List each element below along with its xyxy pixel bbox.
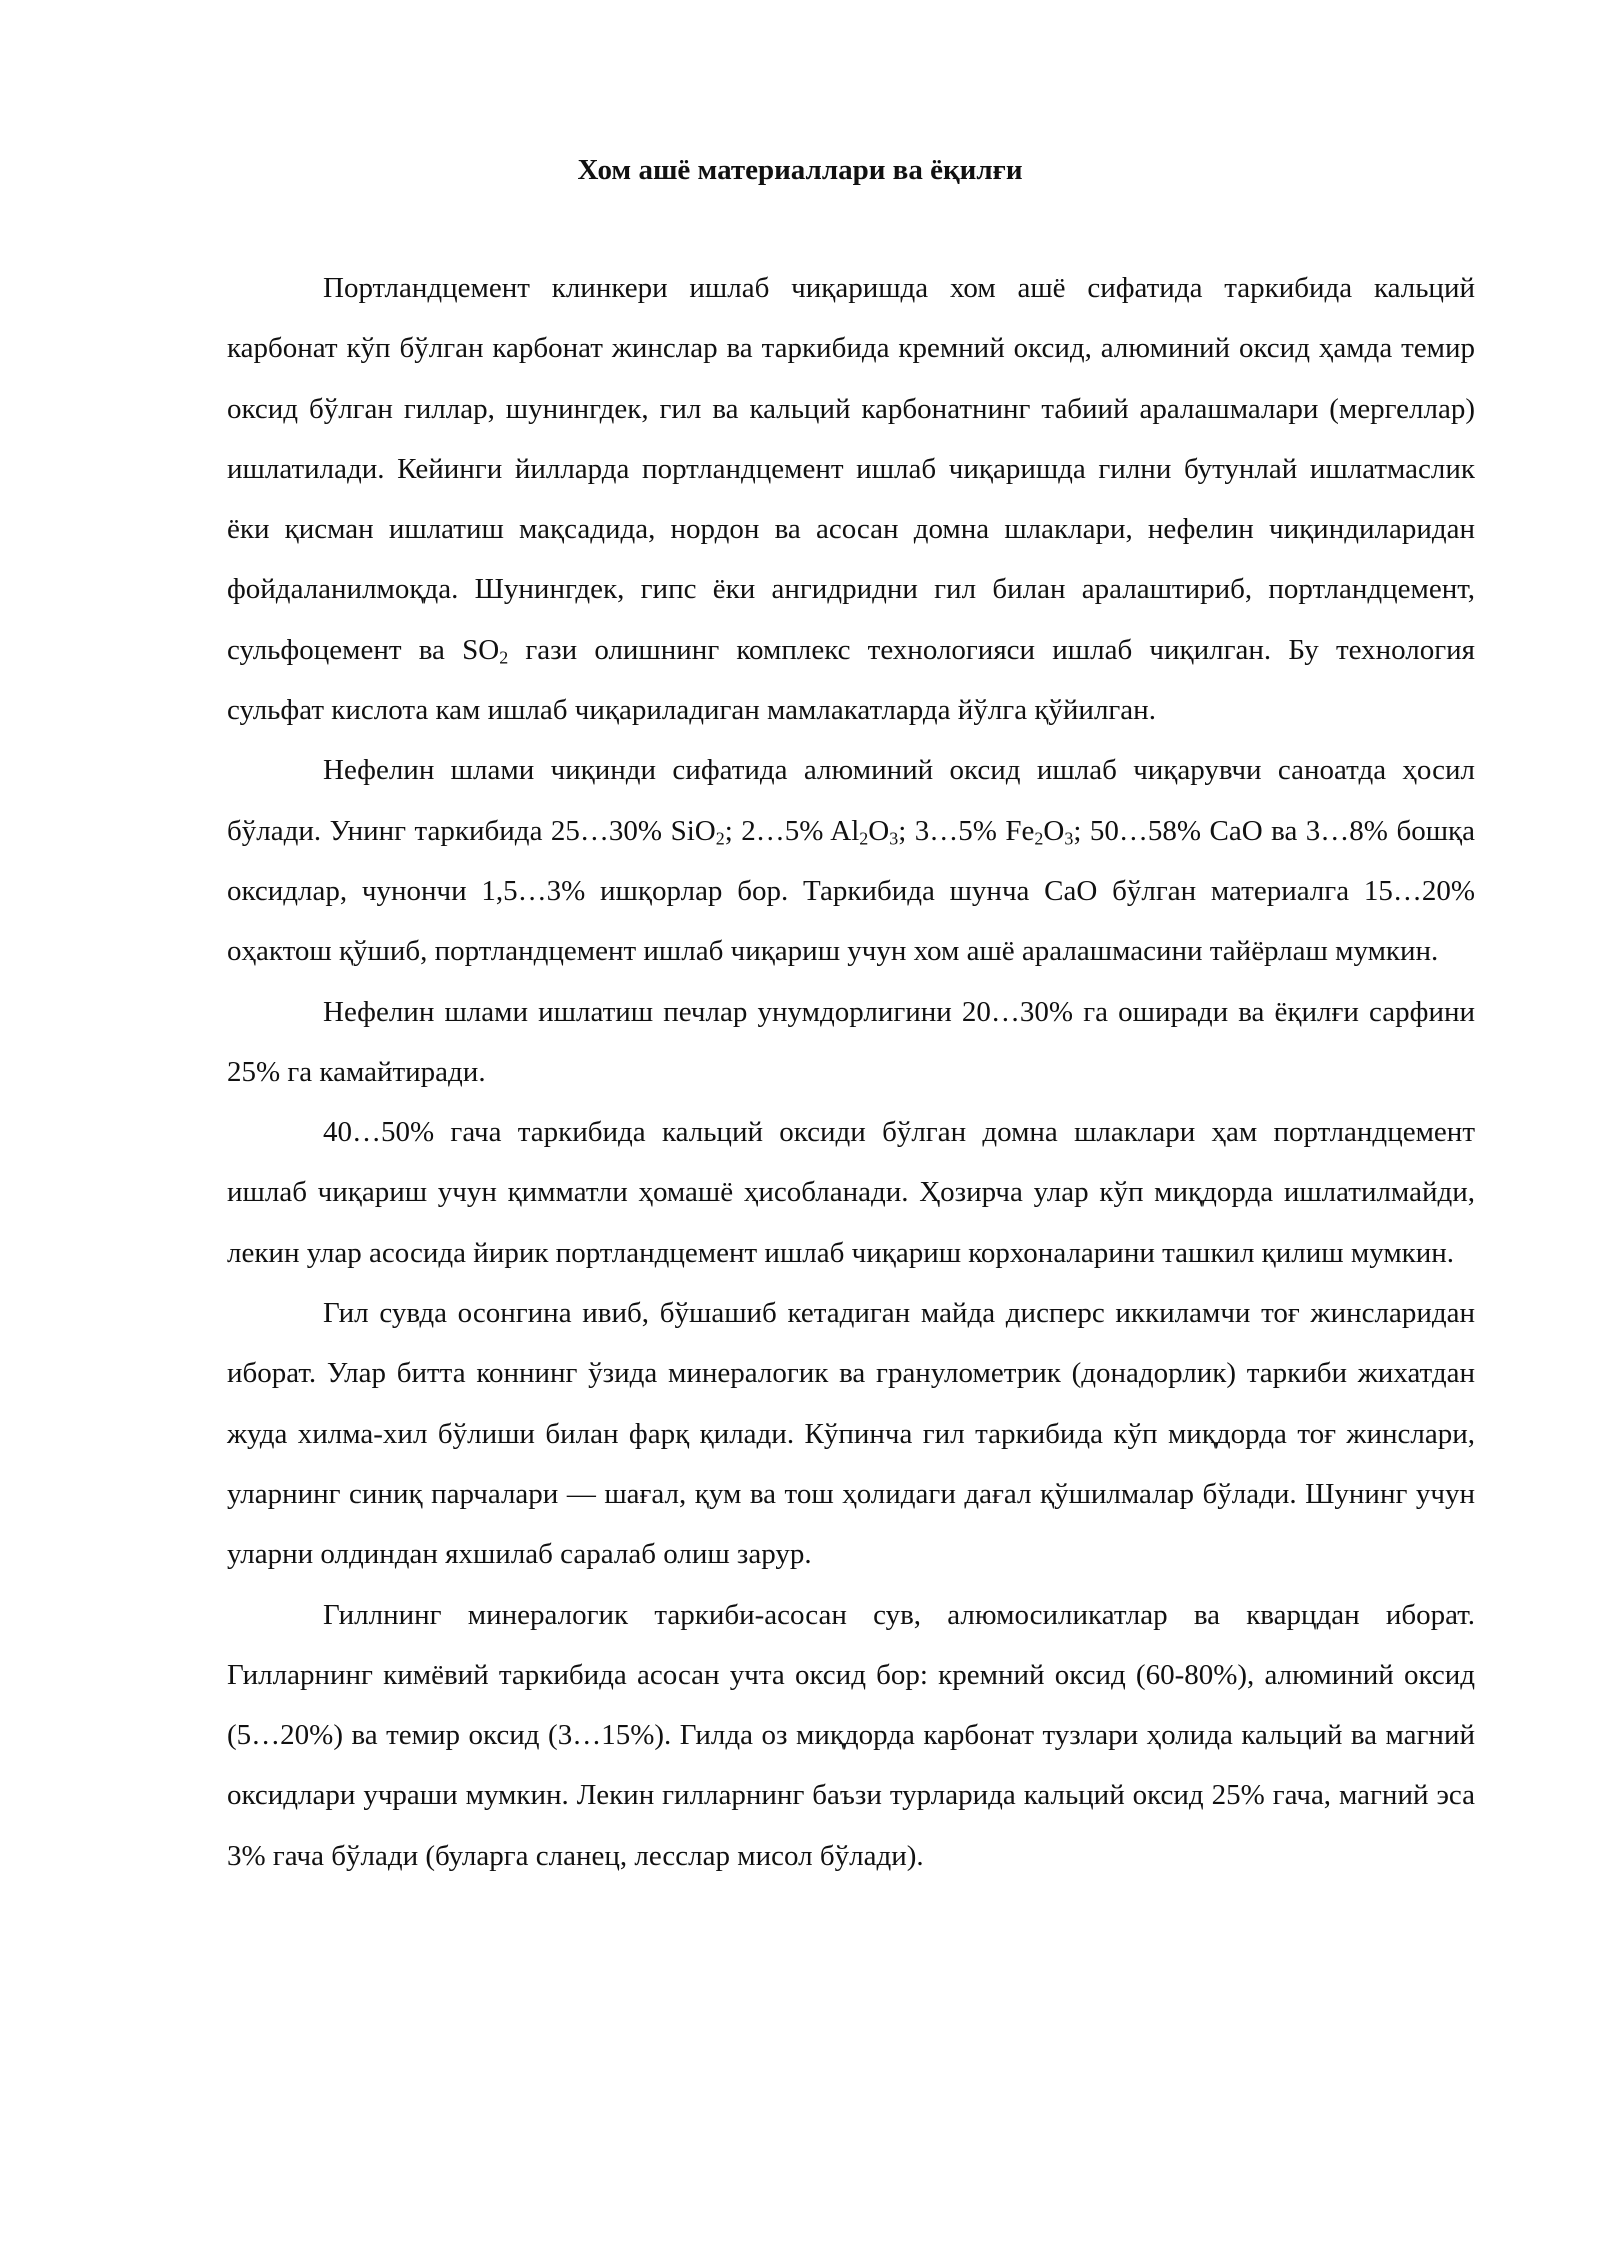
paragraph-text: O [868,814,890,847]
document-title: Хом ашё материаллари ва ёқилғи [577,154,1023,186]
subscript-text: 2 [859,828,869,849]
paragraph [227,1585,1475,1886]
paragraph [227,740,1475,981]
paragraph-text: Нефелин шлами ишлатиш печлар унумдорлигини 20…30% га оширади ва ёқилғи сарфини 25% га камайтиради. [227,995,1475,1088]
paragraph [227,982,1475,1103]
paragraph-text: ; 3…5% Fe [898,814,1035,847]
paragraph [227,1102,1475,1283]
paragraph-text: Гил сувда осонгина ивиб, бўшашиб кетадиган майда дисперс иккиламчи тоғ жинсларидан иборат. Улар битта коннинг ўзида минералогик ва гранулометрик (донадорлик) таркиби жихатдан жуда хилма-хил бўлиши билан фарқ қилади. Кўпинча гил таркибида кўп миқдорда тоғ жинслари, уларнинг синиқ парчалари — шағал, қум ва тош ҳолидаги дағал қўшилмалар бўлади. Шунинг учун уларни олдиндан яхшилаб саралаб олиш зарур. [227,1297,1475,1571]
document-body [227,258,1475,1886]
paragraph-text: Нефелин шлами чиқинди сифатида алюминий оксид ишлаб чиқарувчи саноатда ҳосил бўлади. Унинг таркибида 25…30% SiO [227,754,1475,847]
paragraph [227,1283,1475,1584]
paragraph-text: 40…50% гача таркибида кальций оксиди бўлган домна шлаклари ҳам портландцемент ишлаб чиқариш учун қимматли ҳомашё ҳисобланади. Ҳозирча улар кўп миқдорда ишлатилмайди, лекин улар асосида йирик портландцемент ишлаб чиқариш корхоналарини ташкил қилиш мумкин. [227,1116,1475,1269]
subscript-text: 3 [1064,828,1074,849]
paragraph-text: ; 2…5% Al [724,814,860,847]
paragraph-text: гази олишнинг комплекс технологияси ишлаб чиқилган. Бу технология сульфат кислота кам ишлаб чиқариладиган мамлакатларда йўлга қўйилган. [227,633,1475,727]
subscript-text: 3 [889,828,899,849]
subscript-text: 2 [1034,828,1044,849]
subscript-text: 2 [499,647,509,668]
paragraph-text: Гиллнинг минералогик таркиби-асосан сув, алюмосиликатлар ва кварцдан иборат. Гилларнинг кимёвий таркибида асосан учта оксид бор: кремний оксид (60-80%), алюминий оксид (5…20%) ва темир оксид (3…15%). Гилда оз миқдорда карбонат тузлари ҳолида кальций ва магний оксидлари учраши мумкин. Лекин гилларнинг баъзи турларида кальций оксид 25% гача, магний эса 3% гача бўлади (буларга сланец, лесслар мисол бўлади). [227,1598,1475,1872]
paragraph-text: O [1043,814,1065,847]
paragraph-text: Портландцемент клинкери ишлаб чиқаришда хом ашё сифатида таркибида кальций карбонат кўп бўлган карбонат жинслар ва таркибида кремний оксид, алюминий оксид ҳамда темир оксид бўлган гиллар, шунингдек, гил ва кальций карбонатнинг табиий аралашмалари (мергеллар) ишлатилади. Кейинги йилларда портландцемент ишлаб чиқаришда гилни бутунлай ишлатмаслик ёки қисман ишлатиш мақсадида, нордон ва асосан домна шлаклари, нефелин чиқиндиларидан фойдаланилмоқда. Шунингдек, гипс ёки ангидридни гил билан аралаштириб, портландцемент, сульфоцемент ва SO [227,272,1475,666]
paragraph [227,258,1475,740]
paragraph-text: ; 50…58% CaO ва 3…8% бошқа оксидлар, чунончи 1,5…3% ишқорлар бор. Таркибида шунча CaO бўлган материалга 15…20% оҳактош қўшиб, портландцемент ишлаб чиқариш учун хом ашё аралашмасини тайёрлаш мумкин. [227,814,1475,968]
subscript-text: 2 [715,828,725,849]
